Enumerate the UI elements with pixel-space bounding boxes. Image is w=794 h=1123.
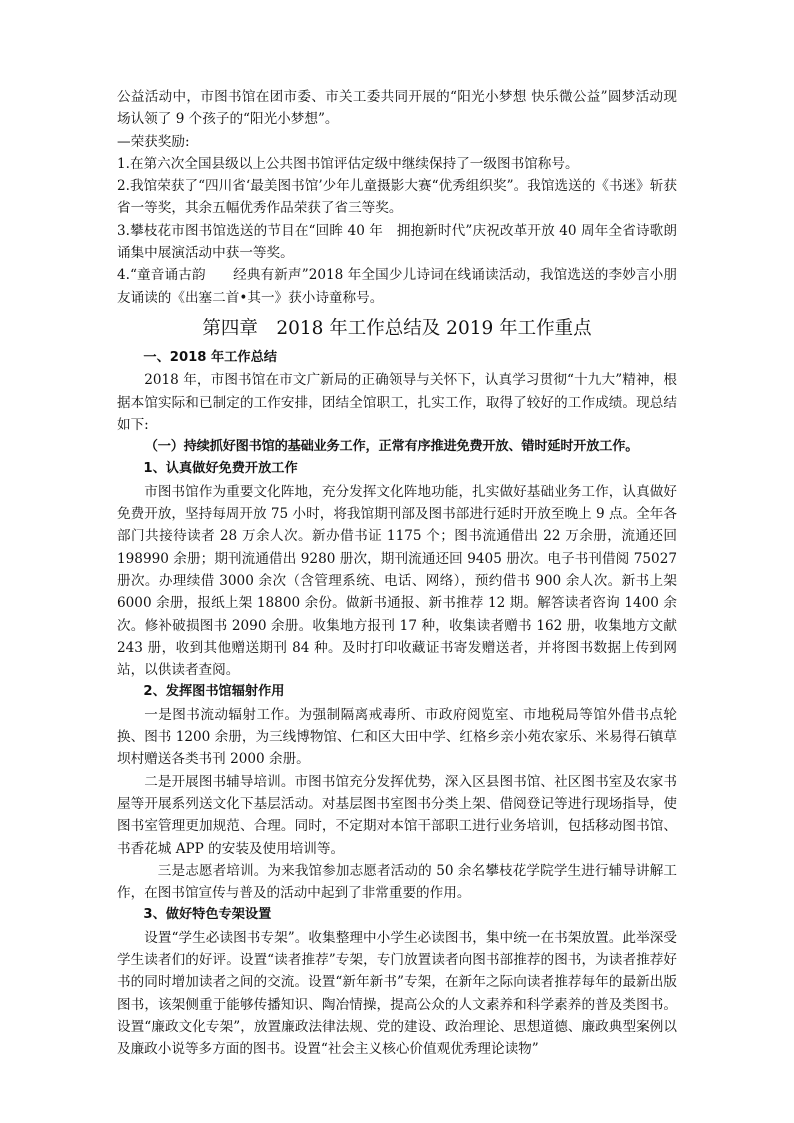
award-item-3: 3.攀枝花市图书馆选送的节目在“回眸 40 年 拥抱新时代”庆祝改革开放 40 周年全省诗歌朗诵集中展演活动中获一等奖。 [117,222,677,262]
chapter-title: 第四章 2018 年工作总结及 2019 年工作重点 [202,317,592,339]
paragraph-summary-intro: 2018 年，市图书馆在市文广新局的正确领导与关怀下，认真学习贯彻“十九大”精神，根据本馆实际和已制定的工作安排，团结全馆职工，扎实工作，取得了较好的工作成绩。现总结如下: [117,372,677,433]
award-item-2: 2.我馆荣获了“四川省‘最美图书馆’少年儿童摄影大赛“优秀组织奖”。我馆选送的《书迷》斩获省一等奖，其余五幅优秀作品荣获了省三等奖。 [117,178,677,217]
item-heading-special-shelves: 3、做好特色专架设置 [143,907,272,923]
item-heading-radiation: 2、发挥图书馆辐射作用 [143,684,285,700]
paragraph-radiation-1: 一是图书流动辐射工作。为强制隔离戒毒所、市政府阅览室、市地税局等馆外借书点轮换、图书 1200 余册，为三线博物馆、仁和区大田中学、红格乡亲小苑农家乐、米易得石镇草坝村赠送各类书刊 2000 余册。 [117,706,677,768]
subsection-heading-basic-work: （一）持续抓好图书馆的基础业务工作，正常有序推进免费开放、错时延时开放工作。 [144,439,639,455]
award-item-1: 1.在第六次全国县级以上公共图书馆评估定级中继续保持了一级图书馆称号。 [117,155,579,172]
document-page [117,86,677,1060]
section-heading-summary: 一、2018 年工作总结 [143,349,277,365]
award-item-4: 4.“童音诵古韵 经典有新声”2018 年全国少儿诗词在线诵读活动，我馆选送的李妙言小朋友诵读的《出塞二首•其一》获小诗童称号。 [117,267,677,306]
awards-heading: —荣获奖励: [117,133,190,150]
paragraph-radiation-3: 三是志愿者培训。为来我馆参加志愿者活动的 50 余名攀枝花学院学生进行辅导讲解工作，在图书馆宣传与普及的活动中起到了非常重要的作用。 [117,862,677,902]
paragraph-radiation-2: 二是开展图书辅导培训。市图书馆充分发挥优势，深入区县图书馆、社区图书室及农家书屋等开展系列送文化下基层活动。对基层图书室图书分类上架、借阅登记等进行现场指导，使图书室管理更加规范、合理。同时，不定期对本馆干部职工进行业务培训，包括移动图书馆、书香花城 APP 的安装及使用培训等。 [117,773,677,857]
paragraph-special-shelves: 设置“学生必读图书专架”。收集整理中小学生必读图书，集中统一在书架放置。此举深受学生读者们的好评。设置“读者推荐”专架，专门放置读者向图书部推荐的图书，为读者推荐好书的同时增加读者之间的交流。设置“新年新书”专架，在新年之际向读者推荐每年的最新出版图书，该架侧重于能够传播知识、陶冶情操，提高公众的人文素养和科学素养的普及类图书。设置“廉政文化专架”，放置廉政法律法规、党的建设、政治理论、思想道德、廉政典型案例以及廉政小说等多方面的图书。设置“社会主义核心价值观优秀理论读物” [117,929,677,1058]
paragraph-intro: 公益活动中，市图书馆在团市委、市关工委共同开展的“阳光小梦想 快乐微公益”圆梦活动现场认领了 9 个孩子的“阳光小梦想”。 [117,89,677,128]
item-heading-free-opening: 1、认真做好免费开放工作 [143,461,298,477]
paragraph-free-opening: 市图书馆作为重要文化阵地，充分发挥文化阵地功能，扎实做好基础业务工作，认真做好免费开放，坚持每周开放 75 小时，将我馆期刊部及图书部进行延时开放至晚上 9 点。全年各部门共接待读者 28 万余人次。新办借书证 1175 个；图书流通借出 22 万余册，流通还回 198990 余册；期刊流通借出 9280 册次，期刊流通还回 9405 册次。电子书刊借阅 75027 册次。办理续借 3000 余次（含管理系统、电话、网络），预约借书 900 余人次。新书上架 6000 余册，报纸上架 18800 余份。做新书通报、新书推荐 12 期。解答读者咨询 1400 余次。修补破损图书 2090 余册。收集地方报刊 17 种，收集读者赠书 162 册，收集地方文献 243 册，收到其他赠送期刊 84 种。及时打印收藏证书寄发赠送者，并将图书数据上传到网站，以供读者查阅。 [117,483,677,679]
